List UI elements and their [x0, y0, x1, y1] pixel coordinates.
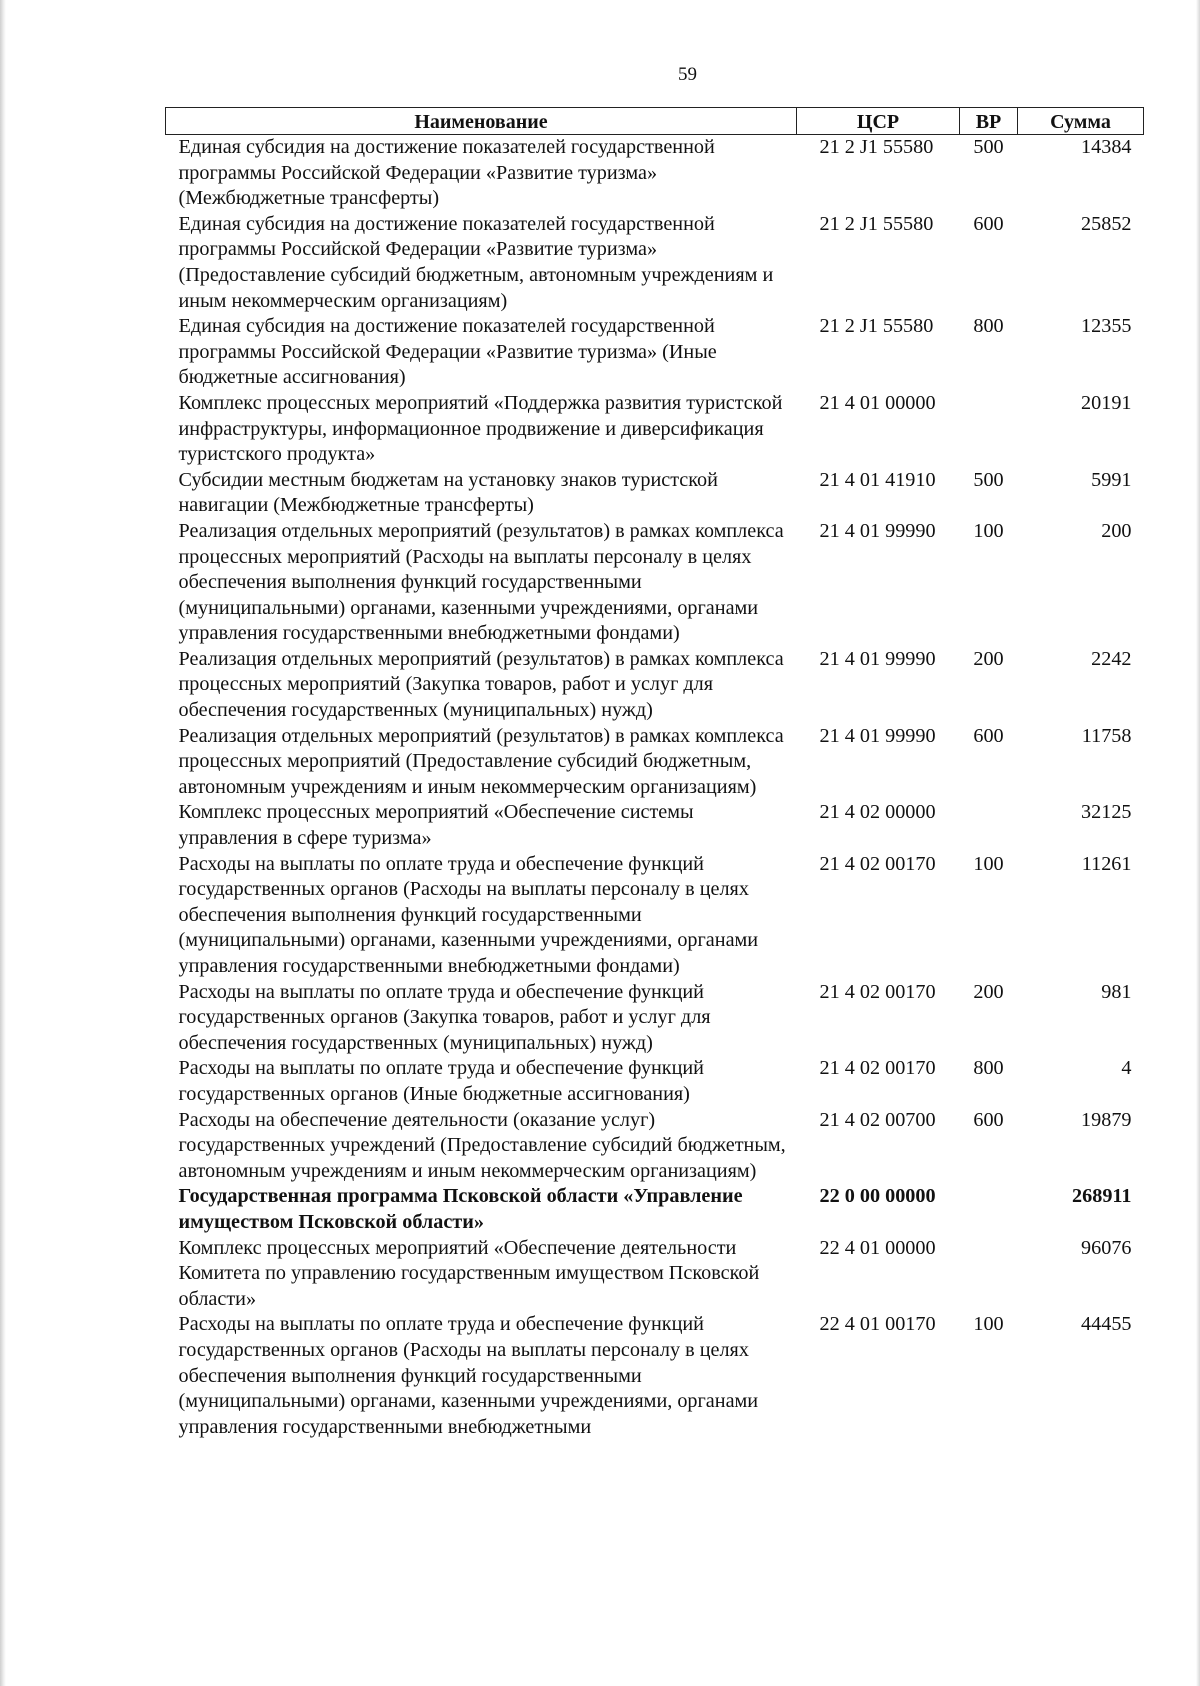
table-row	[166, 980, 1144, 1057]
row-vr-cell: 800	[973, 315, 1004, 338]
row-sum-cell: 96076	[1081, 1236, 1132, 1259]
row-csr-cell: 21 2 J1 55580	[819, 315, 934, 338]
row-sum-cell: 12355	[1081, 315, 1132, 338]
row-name-cell: Единая субсидия на достижение показателей государственной программы Российской Федерации «Развитие туризма» (Предоставление субсидий бюджетным, автономным учреждениям и иным некоммерческим организациям)	[178, 212, 774, 312]
table-row	[166, 519, 1144, 647]
row-name-cell: Государственная программа Псковской области «Управление имуществом Псковской области»	[178, 1185, 743, 1233]
row-csr-cell: 21 4 01 41910	[819, 468, 936, 491]
table-row	[166, 1108, 1144, 1185]
budget-table	[165, 107, 1144, 1440]
row-name-cell: Реализация отдельных мероприятий (результатов) в рамках комплекса процессных мероприятий (Закупка товаров, работ и услуг для обеспечения государственных (муниципальных) нужд)	[178, 647, 784, 722]
header-csr: ЦСР	[797, 108, 960, 135]
row-csr-cell: 22 4 01 00000	[819, 1236, 936, 1259]
table-row	[166, 314, 1144, 391]
row-sum-cell: 11758	[1081, 724, 1132, 747]
table-row	[166, 647, 1144, 724]
row-name-cell: Субсидии местным бюджетам на установку знаков туристской навигации (Межбюджетные трансферты)	[178, 468, 718, 517]
row-vr-cell	[960, 391, 1018, 468]
row-vr-cell: 600	[973, 1108, 1004, 1131]
row-name-cell: Расходы на выплаты по оплате труда и обеспечение функций государственных органов (Закупка товаров, работ и услуг для обеспечения государственных (муниципальных) нужд)	[178, 980, 711, 1054]
row-sum-cell: 2242	[1091, 647, 1132, 670]
row-vr-cell	[960, 1184, 1018, 1235]
row-csr-cell: 22 0 00 00000	[819, 1185, 936, 1208]
row-vr-cell: 600	[973, 724, 1004, 747]
row-vr-cell: 500	[973, 468, 1004, 491]
header-vr: ВР	[960, 108, 1018, 135]
row-name-cell: Единая субсидия на достижение показателей государственной программы Российской Федерации «Развитие туризма» (Иные бюджетные ассигнования)	[178, 315, 717, 389]
row-name-cell: Расходы на выплаты по оплате труда и обеспечение функций государственных органов (Иные бюджетные ассигнования)	[178, 1057, 704, 1105]
row-name-cell: Комплекс процессных мероприятий «Обеспечение деятельности Комитета по управлению государственным имуществом Псковской области»	[178, 1236, 760, 1310]
row-vr-cell: 100	[973, 1313, 1004, 1336]
row-sum-cell: 268911	[1072, 1185, 1132, 1208]
row-name-cell: Комплекс процессных мероприятий «Обеспечение системы управления в сфере туризма»	[178, 801, 694, 850]
row-csr-cell: 21 4 01 00000	[819, 391, 936, 414]
row-name-cell: Расходы на выплаты по оплате труда и обеспечение функций государственных органов (Расходы на выплаты персоналу в целях обеспечения выполнения функций государственными (муниципальными) органами, казенными учреждениями, органами управления государственными внебюджетными	[178, 1313, 759, 1438]
page-number: 59	[678, 64, 697, 85]
header-name: Наименование	[166, 108, 797, 135]
row-csr-cell: 21 4 02 00700	[819, 1108, 936, 1131]
row-sum-cell: 32125	[1081, 801, 1132, 824]
table-row	[166, 800, 1144, 851]
row-sum-cell: 200	[1101, 519, 1132, 542]
row-sum-cell: 20191	[1081, 391, 1132, 414]
row-sum-cell: 4	[1121, 1057, 1132, 1080]
row-sum-cell: 981	[1101, 980, 1132, 1003]
row-csr-cell: 21 4 01 99990	[819, 647, 936, 670]
row-sum-cell: 14384	[1081, 136, 1132, 158]
row-name-cell: Расходы на выплаты по оплате труда и обеспечение функций государственных органов (Расходы на выплаты персоналу в целях обеспечения выполнения функций государственными (муниципальными) органами, казенными учреждениями, органами управления государственными внебюджетными фондами)	[178, 852, 759, 977]
row-name-cell: Единая субсидия на достижение показателей государственной программы Российской Федерации «Развитие туризма» (Межбюджетные трансферты)	[178, 136, 715, 210]
row-csr-cell: 21 4 01 99990	[819, 724, 936, 747]
row-vr-cell: 200	[973, 980, 1004, 1003]
scan-edge-left	[0, 0, 6, 1686]
row-csr-cell: 21 4 02 00170	[819, 852, 936, 875]
table-row	[166, 852, 1144, 980]
header-sum: Сумма	[1018, 108, 1144, 135]
row-csr-cell: 21 4 02 00170	[819, 1057, 936, 1080]
row-name-cell: Реализация отдельных мероприятий (результатов) в рамках комплекса процессных мероприятий (Расходы на выплаты персоналу в целях обеспечения выполнения функций государственными (муниципальными) органами, казенными учреждениями, органами управления государственными внебюджетными фондами)	[178, 519, 784, 645]
row-sum-cell: 11261	[1081, 852, 1132, 875]
table-row	[166, 724, 1144, 801]
row-vr-cell: 800	[973, 1057, 1004, 1080]
row-vr-cell: 100	[973, 519, 1004, 542]
table-row	[166, 1184, 1144, 1235]
row-vr-cell: 200	[973, 647, 1004, 670]
row-vr-cell: 500	[973, 136, 1004, 158]
row-csr-cell: 21 2 J1 55580	[819, 136, 934, 158]
table-header-row	[166, 108, 1144, 135]
table-row	[166, 212, 1144, 314]
row-csr-cell: 21 4 02 00170	[819, 980, 936, 1003]
table-row	[166, 468, 1144, 519]
row-name-cell: Расходы на обеспечение деятельности (оказание услуг) государственных учреждений (Предоставление субсидий бюджетным, автономным учреждениям и иным некоммерческим организациям)	[178, 1108, 786, 1182]
table-row	[166, 1312, 1144, 1440]
table-row	[166, 391, 1144, 468]
row-name-cell: Реализация отдельных мероприятий (результатов) в рамках комплекса процессных мероприятий (Предоставление субсидий бюджетным, автономным учреждениям и иным некоммерческим организациям)	[178, 724, 784, 798]
row-sum-cell: 44455	[1081, 1313, 1132, 1336]
table-row	[166, 1056, 1144, 1107]
row-csr-cell: 21 4 01 99990	[819, 519, 936, 542]
scan-edge-right	[1196, 0, 1200, 1686]
row-vr-cell: 100	[973, 852, 1004, 875]
table-row	[166, 1236, 1144, 1313]
row-csr-cell: 21 2 J1 55580	[819, 212, 934, 235]
row-vr-cell	[960, 1236, 1018, 1313]
row-vr-cell: 600	[973, 212, 1004, 235]
row-csr-cell: 22 4 01 00170	[819, 1313, 936, 1336]
row-sum-cell: 19879	[1081, 1108, 1132, 1131]
row-sum-cell: 25852	[1081, 212, 1132, 235]
row-vr-cell	[960, 800, 1018, 851]
table-row	[166, 135, 1144, 212]
row-name-cell: Комплекс процессных мероприятий «Поддержка развития туристской инфраструктуры, информационное продвижение и диверсификация туристского продукта»	[178, 391, 783, 466]
row-csr-cell: 21 4 02 00000	[819, 801, 936, 824]
row-sum-cell: 5991	[1091, 468, 1132, 491]
